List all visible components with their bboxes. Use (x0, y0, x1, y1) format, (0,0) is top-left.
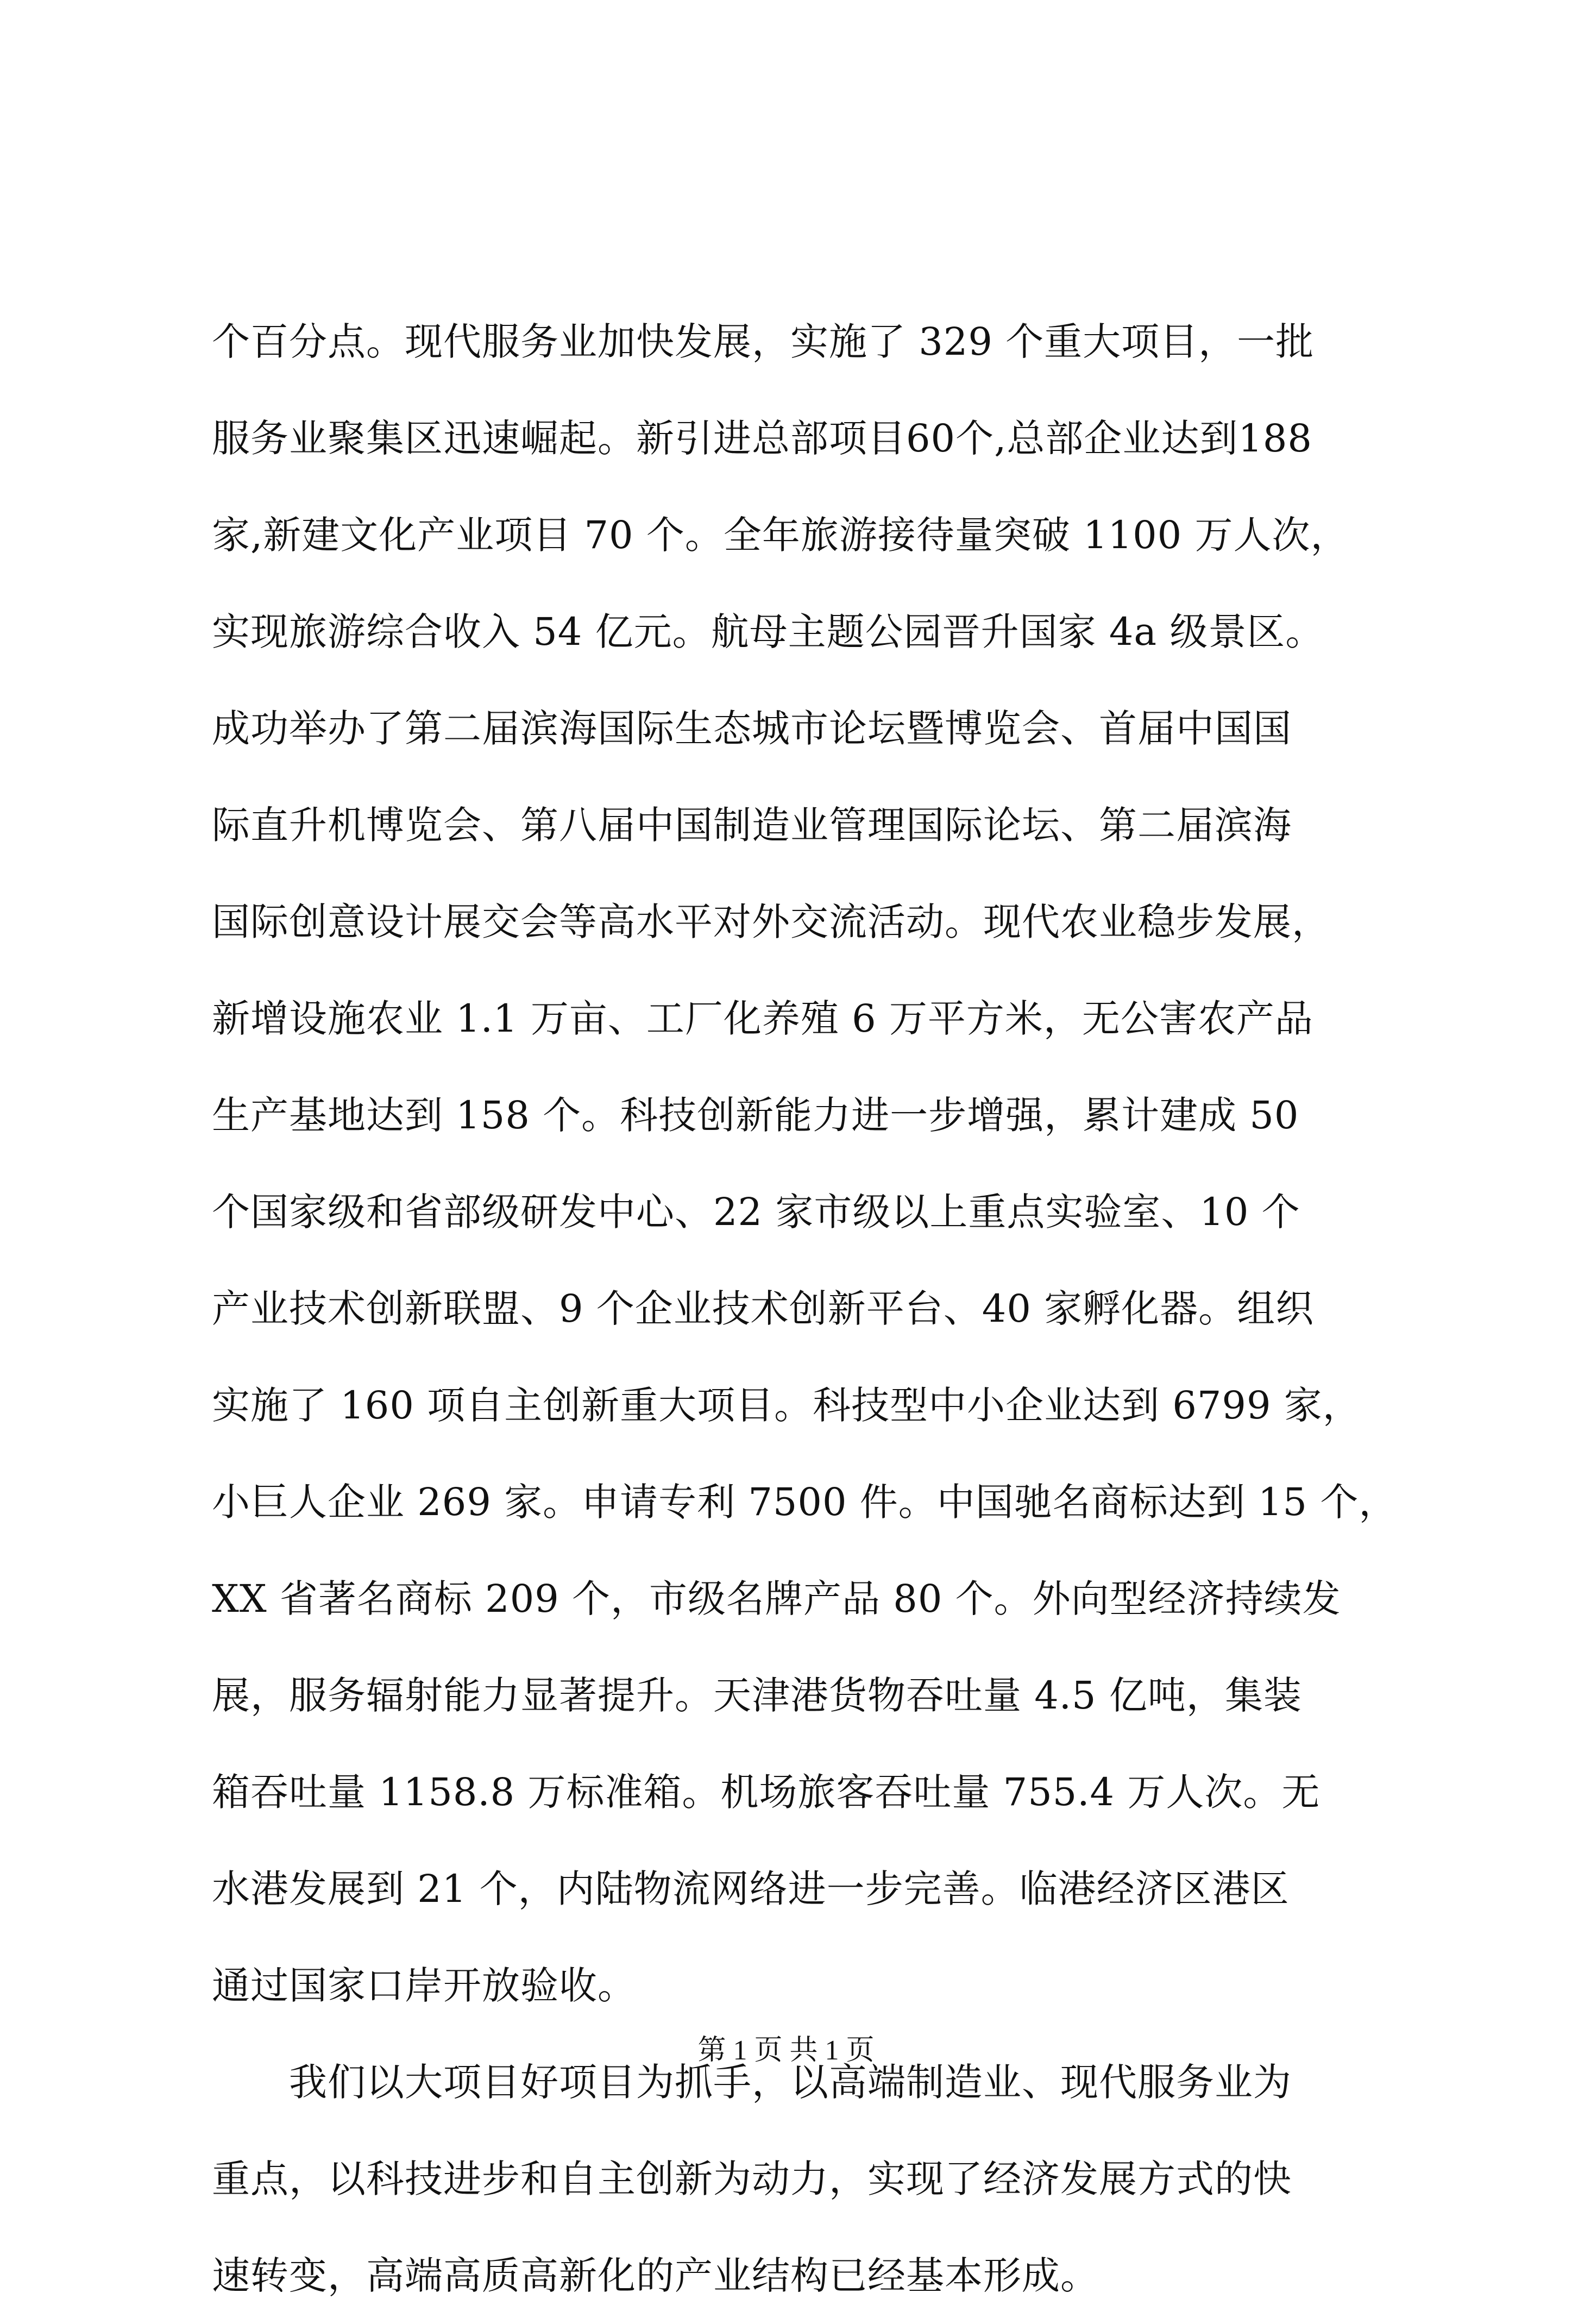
text-line: 家,新建文化产业项目 70 个。全年旅游接待量突破 1100 万人次， (212, 513, 1349, 557)
text-line: 新增设施农业 1.1 万亩、工厂化养殖 6 万平方米，无公害农产品 (212, 996, 1313, 1041)
text-line: 实施了 160 项自主创新重大项目。科技型中小企业达到 6799 家， (212, 1383, 1361, 1428)
text-line: 我们以大项目好项目为抓手，以高端制造业、现代服务业为 (212, 2060, 1292, 2105)
text-line: 服务业聚集区迅速崛起。新引进总部项目60个,总部企业达到188 (212, 416, 1312, 461)
text-line: 小巨人企业 269 家。申请专利 7500 件。中国驰名商标达到 15 个， (212, 1480, 1398, 1524)
text-line: 重点，以科技进步和自主创新为动力，实现了经济发展方式的快 (212, 2157, 1292, 2201)
text-line: 生产基地达到 158 个。科技创新能力进一步增强，累计建成 50 (212, 1093, 1299, 1138)
text-line: 展，服务辐射能力显著提升。天津港货物吞吐量 4.5 亿吨，集装 (212, 1673, 1302, 1718)
text-line: 水港发展到 21 个，内陆物流网络进一步完善。临港经济区港区 (212, 1867, 1290, 1911)
text-line: 通过国家口岸开放验收。 (212, 1963, 636, 2008)
text-line: 国际创意设计展交会等高水平对外交流活动。现代农业稳步发展， (212, 900, 1330, 944)
text-line: 实现旅游综合收入 54 亿元。航母主题公园晋升国家 4a 级景区。 (212, 610, 1324, 654)
text-line: 际直升机博览会、第八届中国制造业管理国际论坛、第二届滨海 (212, 803, 1292, 847)
page-number-footer: 第 1 页 共 1 页 (697, 2035, 875, 2066)
body-text (212, 293, 1398, 2324)
text-line: 箱吞吐量 1158.8 万标准箱。机场旅客吞吐量 755.4 万人次。无 (212, 1770, 1321, 1814)
text-line: 个百分点。现代服务业加快发展，实施了 329 个重大项目，一批 (212, 319, 1315, 364)
text-line: 产业技术创新联盟、9 个企业技术创新平台、40 家孵化器。组织 (212, 1286, 1315, 1331)
text-line: 速转变，高端高质高新化的产业结构已经基本形成。 (212, 2253, 1099, 2298)
text-line: 成功举办了第二届滨海国际生态城市论坛暨博览会、首届中国国 (212, 706, 1292, 751)
text-line: 个国家级和省部级研发中心、22 家市级以上重点实验室、10 个 (212, 1190, 1300, 1234)
text-line: XX 省著名商标 209 个，市级名牌产品 80 个。外向型经济持续发 (212, 1576, 1341, 1621)
